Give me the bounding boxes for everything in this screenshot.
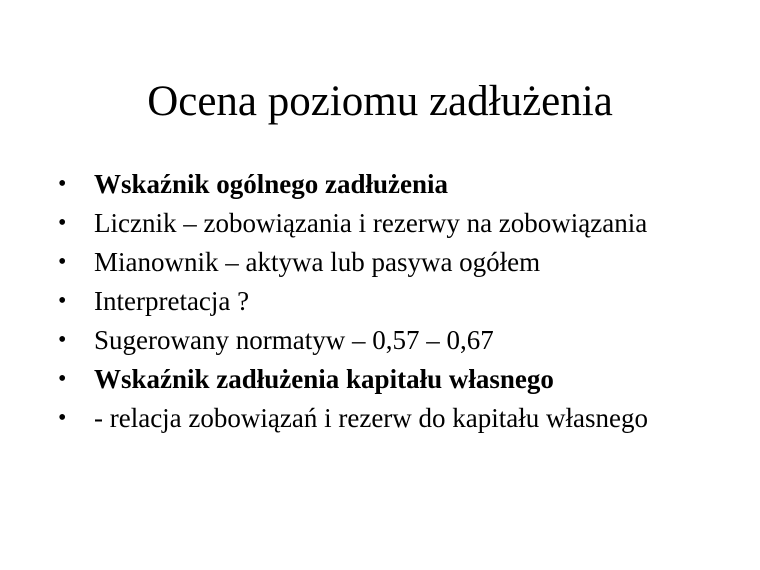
bullet-icon: •	[58, 171, 67, 197]
bullet-text: Sugerowany normatyw – 0,57 – 0,67	[94, 325, 494, 355]
bullet-item	[58, 207, 698, 239]
bullet-text: Mianownik – aktywa lub pasywa ogółem	[94, 247, 541, 277]
bullet-text: Wskaźnik zadłużenia kapitału własnego	[94, 364, 554, 394]
slide-title: Ocena poziomu zadłużenia	[147, 78, 613, 125]
bullet-text: Licznik – zobowiązania i rezerwy na zobowiązania	[94, 208, 648, 238]
bullet-text: Wskaźnik ogólnego zadłużenia	[94, 169, 449, 199]
bullet-icon: •	[58, 327, 67, 353]
bullet-text: Interpretacja ?	[94, 286, 250, 316]
bullet-item	[58, 246, 698, 278]
bullet-icon: •	[58, 249, 67, 275]
bullet-list	[58, 168, 698, 441]
bullet-item	[58, 168, 698, 200]
bullet-item	[58, 402, 698, 434]
bullet-text: - relacja zobowiązań i rezerw do kapitału własnego	[94, 403, 648, 433]
bullet-icon: •	[58, 288, 67, 314]
bullet-icon: •	[58, 366, 67, 392]
bullet-icon: •	[58, 405, 67, 431]
bullet-icon: •	[58, 210, 67, 236]
bullet-item	[58, 363, 698, 395]
bullet-item	[58, 285, 698, 317]
bullet-item	[58, 324, 698, 356]
